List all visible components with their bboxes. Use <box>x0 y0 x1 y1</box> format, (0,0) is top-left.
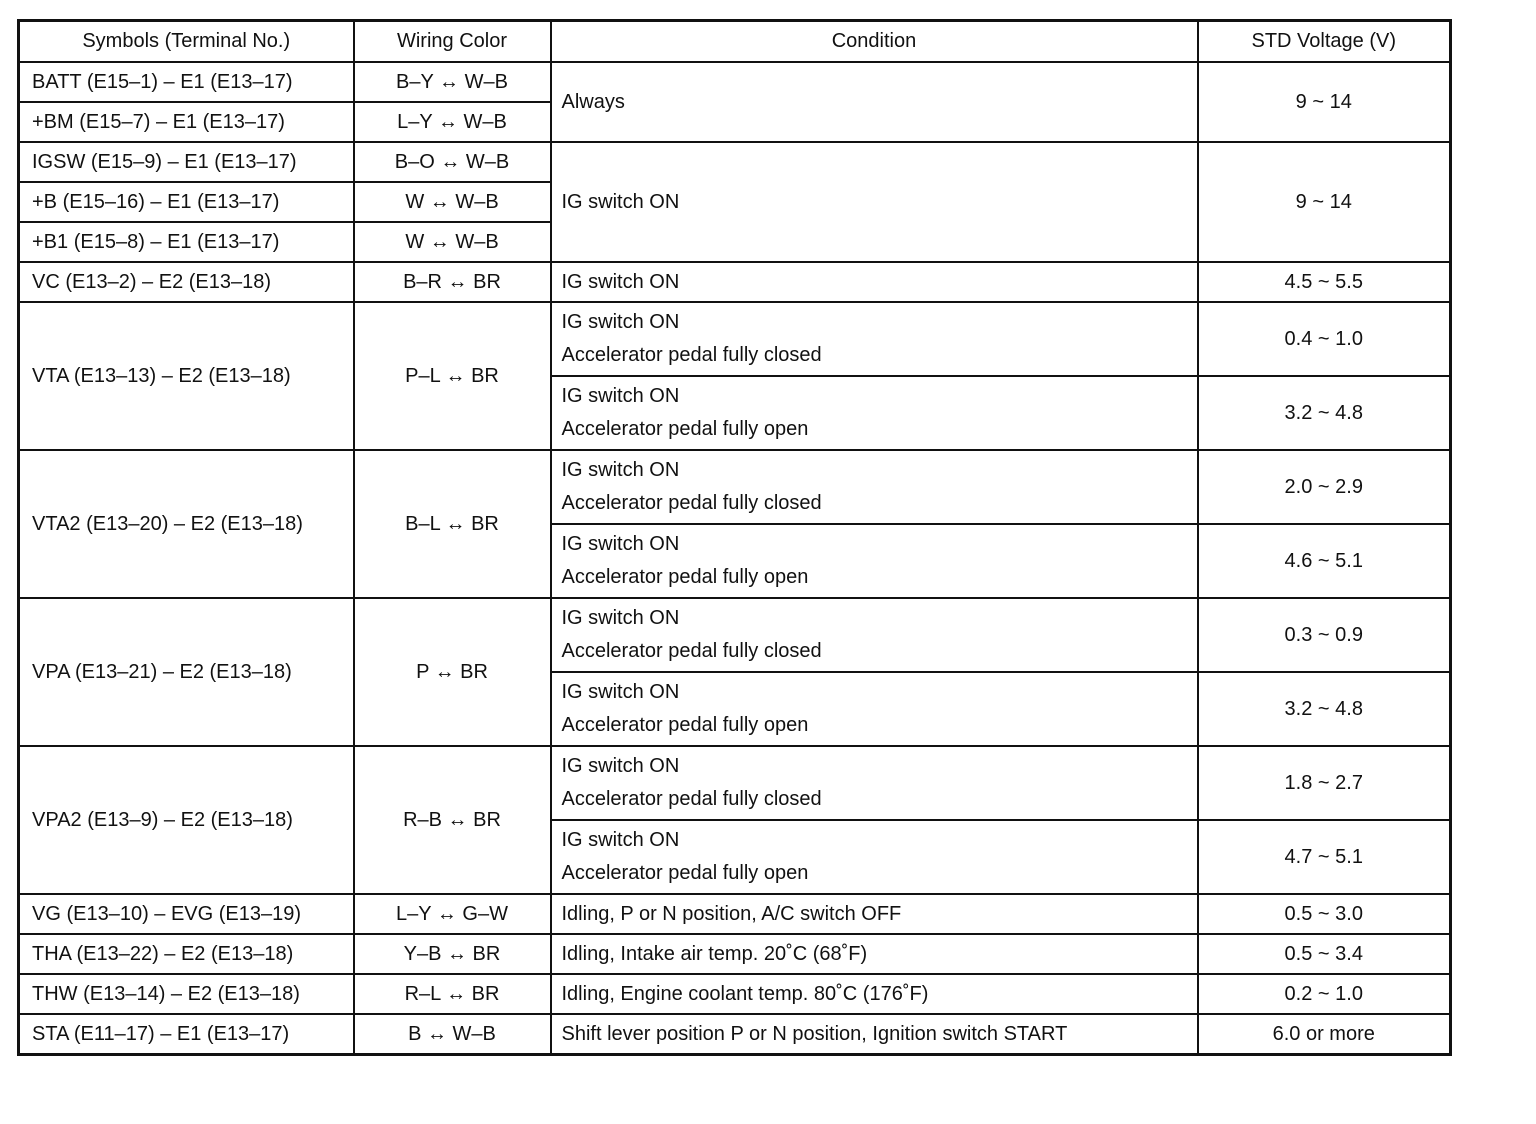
terminal-symbol: VC (E13–2) – E2 (E13–18) <box>19 262 354 302</box>
terminal-symbol: VTA2 (E13–20) – E2 (E13–18) <box>19 450 354 598</box>
terminal-symbol: +B1 (E15–8) – E1 (E13–17) <box>19 222 354 262</box>
std-voltage: 0.2 ~ 1.0 <box>1198 974 1451 1014</box>
wiring-color: P–L ↔ BR <box>354 302 551 450</box>
table-row <box>19 62 1451 102</box>
condition-cell <box>551 262 1198 302</box>
table-row <box>19 894 1451 934</box>
std-voltage: 6.0 or more <box>1198 1014 1451 1055</box>
terminal-symbol: +BM (E15–7) – E1 (E13–17) <box>19 102 354 142</box>
condition-line: IG switch ON <box>561 459 680 481</box>
std-voltage: 9 ~ 14 <box>1198 62 1451 142</box>
terminal-voltage-table <box>17 19 1452 1056</box>
std-voltage: 0.5 ~ 3.0 <box>1198 894 1451 934</box>
table-row <box>19 302 1451 376</box>
wiring-color: B ↔ W–B <box>354 1014 551 1055</box>
condition-line: IG switch ON <box>561 829 680 851</box>
header-std-voltage: STD Voltage (V) <box>1198 21 1451 63</box>
std-voltage: 3.2 ~ 4.8 <box>1198 376 1451 450</box>
std-voltage: 1.8 ~ 2.7 <box>1198 746 1451 820</box>
terminal-symbol: BATT (E15–1) – E1 (E13–17) <box>19 62 354 102</box>
wiring-color: B–R ↔ BR <box>354 262 551 302</box>
wiring-color: R–L ↔ BR <box>354 974 551 1014</box>
wiring-color: P ↔ BR <box>354 598 551 746</box>
condition-line: Always <box>561 90 625 113</box>
wiring-color: Y–B ↔ BR <box>354 934 551 974</box>
terminal-symbol: IGSW (E15–9) – E1 (E13–17) <box>19 142 354 182</box>
wiring-color: L–Y ↔ G–W <box>354 894 551 934</box>
condition-cell <box>551 672 1198 746</box>
condition-cell <box>551 524 1198 598</box>
wiring-color: R–B ↔ BR <box>354 746 551 894</box>
terminal-symbol: STA (E11–17) – E1 (E13–17) <box>19 1014 354 1055</box>
condition-cell <box>551 1014 1198 1055</box>
condition-line: Accelerator pedal fully open <box>561 714 809 736</box>
table-row <box>19 450 1451 524</box>
condition-line: Idling, Engine coolant temp. 80˚C (176˚F) <box>561 982 929 1005</box>
condition-cell <box>551 302 1198 376</box>
condition-line: Accelerator pedal fully closed <box>561 788 822 810</box>
std-voltage: 2.0 ~ 2.9 <box>1198 450 1451 524</box>
header-row <box>19 21 1451 63</box>
condition-cell <box>551 934 1198 974</box>
condition-line: Accelerator pedal fully closed <box>561 640 822 662</box>
condition-line: Accelerator pedal fully open <box>561 566 809 588</box>
condition-line: IG switch ON <box>561 190 680 213</box>
terminal-symbol: VG (E13–10) – EVG (E13–19) <box>19 894 354 934</box>
terminal-symbol: VPA2 (E13–9) – E2 (E13–18) <box>19 746 354 894</box>
condition-cell <box>551 974 1198 1014</box>
condition-line: IG switch ON <box>561 385 680 407</box>
condition-cell <box>551 376 1198 450</box>
std-voltage: 4.5 ~ 5.5 <box>1198 262 1451 302</box>
terminal-symbol: THW (E13–14) – E2 (E13–18) <box>19 974 354 1014</box>
wiring-color: B–Y ↔ W–B <box>354 62 551 102</box>
condition-line: Idling, Intake air temp. 20˚C (68˚F) <box>561 942 868 965</box>
condition-cell <box>551 142 1198 262</box>
wiring-color: B–L ↔ BR <box>354 450 551 598</box>
condition-cell <box>551 450 1198 524</box>
terminal-symbol: VPA (E13–21) – E2 (E13–18) <box>19 598 354 746</box>
wiring-color: W ↔ W–B <box>354 222 551 262</box>
table-row <box>19 746 1451 820</box>
condition-line: Shift lever position P or N position, Ignition switch START <box>561 1022 1068 1045</box>
std-voltage: 4.7 ~ 5.1 <box>1198 820 1451 894</box>
table-row <box>19 934 1451 974</box>
condition-cell <box>551 746 1198 820</box>
condition-line: IG switch ON <box>561 681 680 703</box>
condition-line: Accelerator pedal fully open <box>561 862 809 884</box>
table-row <box>19 142 1451 182</box>
condition-line: IG switch ON <box>561 270 680 293</box>
wiring-color: W ↔ W–B <box>354 182 551 222</box>
std-voltage: 0.4 ~ 1.0 <box>1198 302 1451 376</box>
condition-line: Idling, P or N position, A/C switch OFF <box>561 902 902 925</box>
table-row <box>19 598 1451 672</box>
condition-line: IG switch ON <box>561 533 680 555</box>
std-voltage: 0.5 ~ 3.4 <box>1198 934 1451 974</box>
condition-cell <box>551 820 1198 894</box>
terminal-symbol: +B (E15–16) – E1 (E13–17) <box>19 182 354 222</box>
table-row <box>19 974 1451 1014</box>
terminal-symbol: VTA (E13–13) – E2 (E13–18) <box>19 302 354 450</box>
table-row <box>19 262 1451 302</box>
terminal-symbol: THA (E13–22) – E2 (E13–18) <box>19 934 354 974</box>
condition-cell <box>551 62 1198 142</box>
condition-line: IG switch ON <box>561 607 680 629</box>
condition-line: Accelerator pedal fully open <box>561 418 809 440</box>
std-voltage: 0.3 ~ 0.9 <box>1198 598 1451 672</box>
condition-line: IG switch ON <box>561 755 680 777</box>
table-row <box>19 1014 1451 1055</box>
condition-line: IG switch ON <box>561 311 680 333</box>
header-wiring-color: Wiring Color <box>354 21 551 63</box>
std-voltage: 9 ~ 14 <box>1198 142 1451 262</box>
header-symbols: Symbols (Terminal No.) <box>19 21 354 63</box>
wiring-color: B–O ↔ W–B <box>354 142 551 182</box>
header-condition: Condition <box>551 21 1198 63</box>
condition-cell <box>551 598 1198 672</box>
std-voltage: 4.6 ~ 5.1 <box>1198 524 1451 598</box>
condition-cell <box>551 894 1198 934</box>
condition-line: Accelerator pedal fully closed <box>561 492 822 514</box>
condition-line: Accelerator pedal fully closed <box>561 344 822 366</box>
std-voltage: 3.2 ~ 4.8 <box>1198 672 1451 746</box>
wiring-color: L–Y ↔ W–B <box>354 102 551 142</box>
